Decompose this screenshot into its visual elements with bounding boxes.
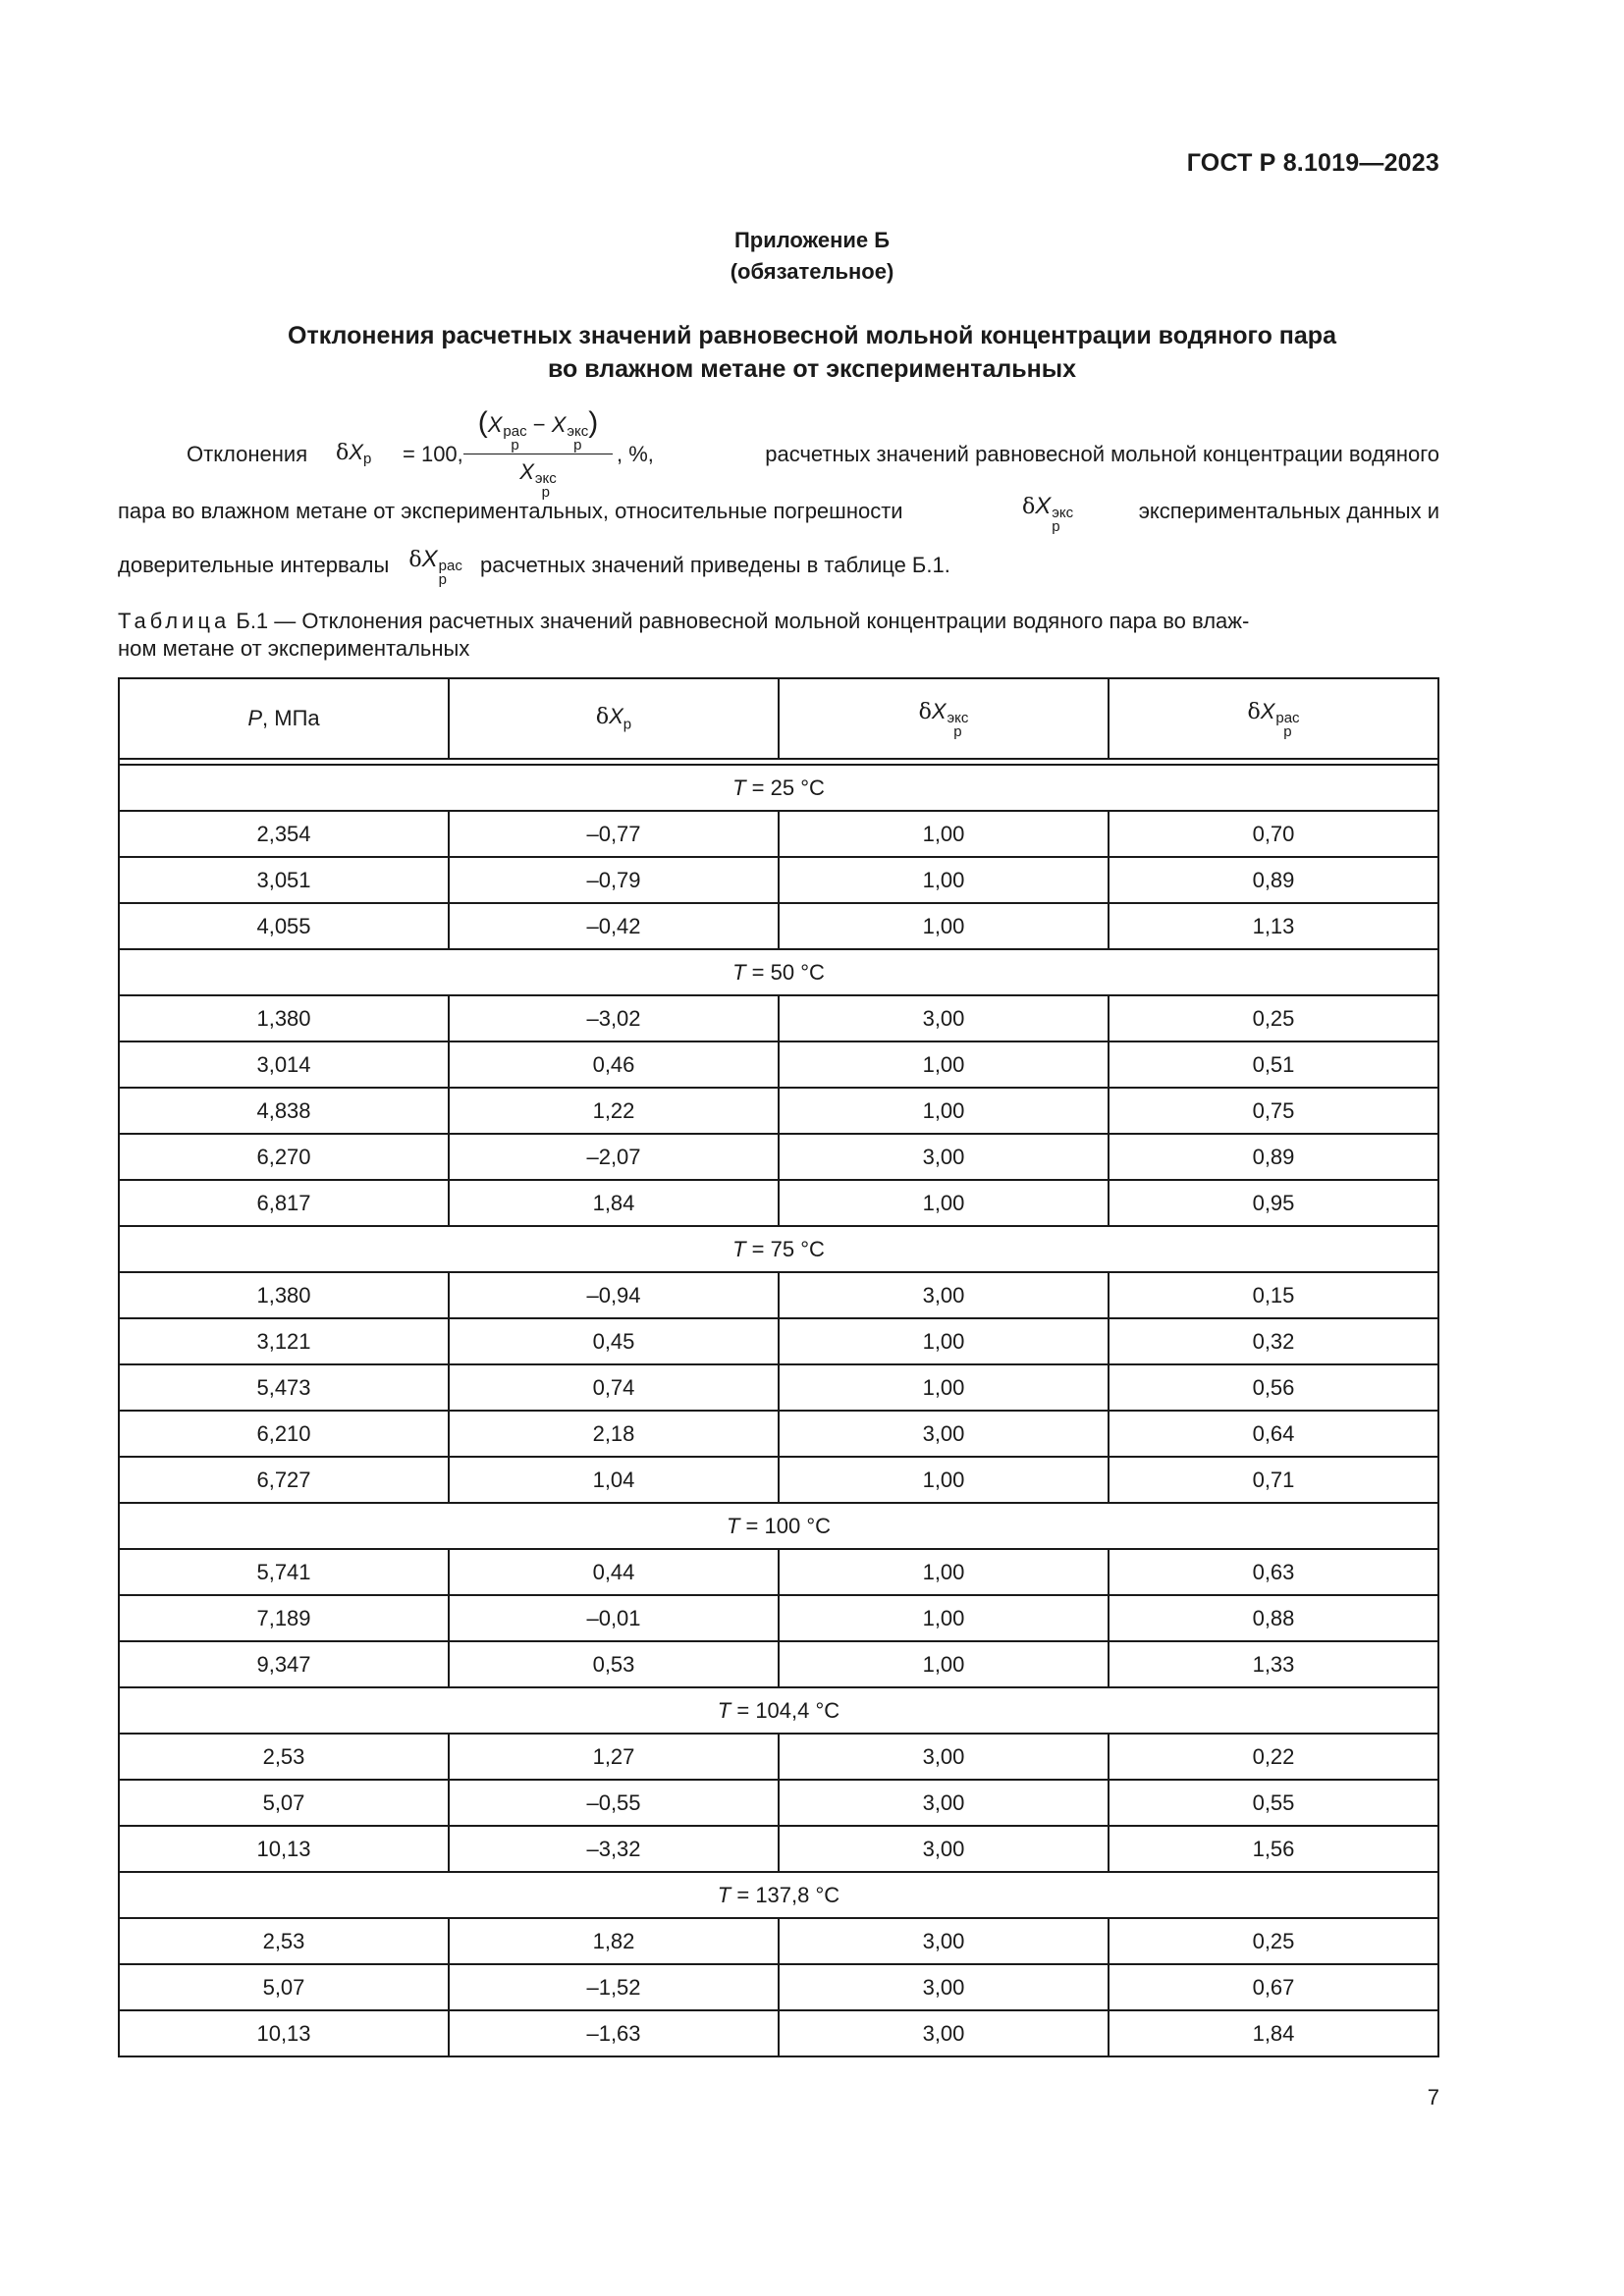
page-number: 7 xyxy=(1427,2085,1439,2109)
cell-delta-x-eks: 1,00 xyxy=(779,1549,1109,1595)
cell-delta-x: 1,84 xyxy=(449,1180,779,1226)
cell-delta-x: 0,46 xyxy=(449,1041,779,1088)
table-row xyxy=(119,1734,1438,1780)
cell-pressure: 2,354 xyxy=(119,811,449,857)
group-header-row xyxy=(119,765,1438,811)
group-temperature-label: T = 75 °C xyxy=(119,1226,1438,1272)
table-row xyxy=(119,1780,1438,1826)
table-row xyxy=(119,1272,1438,1318)
table-row xyxy=(119,1549,1438,1595)
group-header-row xyxy=(119,949,1438,995)
cell-delta-x-pac: 0,25 xyxy=(1109,995,1438,1041)
group-temperature-label: T = 100 °C xyxy=(119,1503,1438,1549)
table-row xyxy=(119,1595,1438,1641)
cell-delta-x-pac: 1,84 xyxy=(1109,2010,1438,2056)
cell-delta-x-eks: 1,00 xyxy=(779,1457,1109,1503)
formula-denominator: X экс р xyxy=(519,459,557,501)
table-row xyxy=(119,1826,1438,1872)
cell-delta-x: 0,74 xyxy=(449,1364,779,1411)
cell-pressure: 7,189 xyxy=(119,1595,449,1641)
cell-delta-x-eks: 1,00 xyxy=(779,1595,1109,1641)
cell-delta-x-eks: 1,00 xyxy=(779,1088,1109,1134)
annex-status: (обязательное) xyxy=(730,259,894,284)
cell-delta-x: 0,44 xyxy=(449,1549,779,1595)
cell-pressure: 1,380 xyxy=(119,1272,449,1318)
header-pressure: P, МПа xyxy=(119,678,449,759)
cell-delta-x-pac: 1,33 xyxy=(1109,1641,1438,1687)
cell-delta-x: 1,04 xyxy=(449,1457,779,1503)
table-row xyxy=(119,1088,1438,1134)
document-title-line-2: во влажном метане от экспериментальных xyxy=(547,355,1077,383)
cell-delta-x: –0,77 xyxy=(449,811,779,857)
paragraph-line-3: доверительные интервалы δX рас р расчетных значений приведены в таблице Б.1. xyxy=(118,546,950,588)
annex-title: Приложение Б xyxy=(733,228,891,252)
cell-pressure: 5,741 xyxy=(119,1549,449,1595)
cell-delta-x-eks: 3,00 xyxy=(779,1734,1109,1780)
cell-delta-x: –1,52 xyxy=(449,1964,779,2010)
cell-delta-x: –0,94 xyxy=(449,1272,779,1318)
table-row xyxy=(119,1457,1438,1503)
table-row xyxy=(119,1641,1438,1687)
cell-delta-x-eks: 1,00 xyxy=(779,1318,1109,1364)
formula-tail: расчетных значений равновесной мольной концентрации водяного xyxy=(765,442,1439,466)
cell-delta-x-eks: 1,00 xyxy=(779,1364,1109,1411)
cell-delta-x: –0,01 xyxy=(449,1595,779,1641)
cell-pressure: 3,121 xyxy=(119,1318,449,1364)
cell-delta-x-eks: 1,00 xyxy=(779,1180,1109,1226)
cell-delta-x: –3,02 xyxy=(449,995,779,1041)
cell-delta-x-eks: 3,00 xyxy=(779,1826,1109,1872)
document-title-line-1: Отклонения расчетных значений равновесной мольной концентрации водяного пара xyxy=(288,322,1336,349)
formula-paragraph-line-1 xyxy=(118,404,1439,503)
formula-fraction xyxy=(460,404,617,499)
cell-delta-x-pac: 0,67 xyxy=(1109,1964,1438,2010)
cell-delta-x-pac: 0,70 xyxy=(1109,811,1438,857)
header-delta-x: $\delta X_р$ xyxy=(449,678,779,759)
cell-pressure: 3,051 xyxy=(119,857,449,903)
table-header-row xyxy=(119,678,1438,759)
cell-delta-x-eks: 1,00 xyxy=(779,903,1109,949)
cell-pressure: 6,210 xyxy=(119,1411,449,1457)
cell-pressure: 6,270 xyxy=(119,1134,449,1180)
table-row xyxy=(119,2010,1438,2056)
formula-lead: Отклонения xyxy=(187,442,308,466)
table-row xyxy=(119,857,1438,903)
cell-delta-x-pac: 0,89 xyxy=(1109,1134,1438,1180)
group-temperature-label: T = 104,4 °C xyxy=(119,1687,1438,1734)
cell-delta-x-eks: 3,00 xyxy=(779,2010,1109,2056)
table-row xyxy=(119,995,1438,1041)
table-row xyxy=(119,903,1438,949)
cell-delta-x-pac: 0,25 xyxy=(1109,1918,1438,1964)
cell-delta-x-pac: 0,32 xyxy=(1109,1318,1438,1364)
table-row xyxy=(119,1318,1438,1364)
cell-delta-x: 1,82 xyxy=(449,1918,779,1964)
cell-delta-x: –1,63 xyxy=(449,2010,779,2056)
group-temperature-label: T = 50 °C xyxy=(119,949,1438,995)
cell-delta-x: 2,18 xyxy=(449,1411,779,1457)
table-row xyxy=(119,1964,1438,2010)
table-row xyxy=(119,1411,1438,1457)
group-header-row xyxy=(119,1687,1438,1734)
cell-delta-x: –0,42 xyxy=(449,903,779,949)
formula-numerator: (X рас р − X экс р ) xyxy=(477,406,599,454)
standard-number: ГОСТ Р 8.1019—2023 xyxy=(1186,149,1439,177)
table-caption-line-1: Таблица Б.1 — Отклонения расчетных значений равновесной мольной концентрации водяного пара во влаж- xyxy=(118,609,1250,633)
cell-delta-x-pac: 0,22 xyxy=(1109,1734,1438,1780)
cell-delta-x-eks: 1,00 xyxy=(779,1041,1109,1088)
formula-percent: , %, xyxy=(617,442,654,466)
cell-delta-x: 0,45 xyxy=(449,1318,779,1364)
table-row xyxy=(119,1041,1438,1088)
cell-pressure: 5,07 xyxy=(119,1964,449,2010)
group-temperature-label: T = 137,8 °C xyxy=(119,1872,1438,1918)
header-delta-x-eks: δX экс р xyxy=(779,678,1109,759)
table-row xyxy=(119,1134,1438,1180)
cell-pressure: 1,380 xyxy=(119,995,449,1041)
cell-pressure: 10,13 xyxy=(119,2010,449,2056)
cell-delta-x-eks: 3,00 xyxy=(779,995,1109,1041)
formula-prefix: = 100, xyxy=(403,442,463,466)
cell-pressure: 2,53 xyxy=(119,1918,449,1964)
cell-pressure: 5,07 xyxy=(119,1780,449,1826)
cell-pressure: 6,727 xyxy=(119,1457,449,1503)
cell-delta-x-pac: 0,64 xyxy=(1109,1411,1438,1457)
formula-delta-x: $\delta X_р$ xyxy=(336,440,372,468)
cell-delta-x-pac: 0,75 xyxy=(1109,1088,1438,1134)
table-row xyxy=(119,1180,1438,1226)
cell-pressure: 4,055 xyxy=(119,903,449,949)
cell-delta-x: 1,22 xyxy=(449,1088,779,1134)
cell-delta-x: –0,79 xyxy=(449,857,779,903)
table-row xyxy=(119,1364,1438,1411)
delta-x-eks-symbol: δX экс р xyxy=(1022,493,1074,535)
group-temperature-label: T = 25 °C xyxy=(119,765,1438,811)
cell-pressure: 2,53 xyxy=(119,1734,449,1780)
cell-delta-x: –2,07 xyxy=(449,1134,779,1180)
cell-delta-x-eks: 1,00 xyxy=(779,857,1109,903)
cell-delta-x: –0,55 xyxy=(449,1780,779,1826)
cell-delta-x-pac: 0,15 xyxy=(1109,1272,1438,1318)
cell-delta-x-pac: 0,95 xyxy=(1109,1180,1438,1226)
cell-pressure: 5,473 xyxy=(119,1364,449,1411)
cell-delta-x-pac: 0,88 xyxy=(1109,1595,1438,1641)
cell-delta-x: –3,32 xyxy=(449,1826,779,1872)
cell-delta-x-pac: 1,56 xyxy=(1109,1826,1438,1872)
cell-pressure: 3,014 xyxy=(119,1041,449,1088)
cell-delta-x-pac: 0,55 xyxy=(1109,1780,1438,1826)
cell-delta-x-eks: 1,00 xyxy=(779,1641,1109,1687)
cell-delta-x-eks: 3,00 xyxy=(779,1134,1109,1180)
cell-delta-x: 1,27 xyxy=(449,1734,779,1780)
cell-delta-x-pac: 0,71 xyxy=(1109,1457,1438,1503)
group-header-row xyxy=(119,1226,1438,1272)
header-delta-x-pac: δX рас р xyxy=(1109,678,1438,759)
cell-delta-x-eks: 3,00 xyxy=(779,1272,1109,1318)
group-header-row xyxy=(119,1503,1438,1549)
table-row xyxy=(119,1918,1438,1964)
cell-delta-x-eks: 3,00 xyxy=(779,1964,1109,2010)
table-caption-line-2: ном метане от экспериментальных xyxy=(118,636,470,661)
cell-delta-x-pac: 0,89 xyxy=(1109,857,1438,903)
cell-delta-x-eks: 3,00 xyxy=(779,1918,1109,1964)
data-table xyxy=(118,677,1439,2057)
cell-pressure: 10,13 xyxy=(119,1826,449,1872)
cell-pressure: 6,817 xyxy=(119,1180,449,1226)
delta-x-pac-symbol: δX рас р xyxy=(408,546,462,588)
cell-delta-x: 0,53 xyxy=(449,1641,779,1687)
cell-delta-x-pac: 0,56 xyxy=(1109,1364,1438,1411)
cell-delta-x-eks: 1,00 xyxy=(779,811,1109,857)
group-header-row xyxy=(119,1872,1438,1918)
cell-delta-x-pac: 0,63 xyxy=(1109,1549,1438,1595)
cell-delta-x-eks: 3,00 xyxy=(779,1411,1109,1457)
cell-delta-x-eks: 3,00 xyxy=(779,1780,1109,1826)
table-row xyxy=(119,811,1438,857)
cell-pressure: 9,347 xyxy=(119,1641,449,1687)
cell-pressure: 4,838 xyxy=(119,1088,449,1134)
cell-delta-x-pac: 1,13 xyxy=(1109,903,1438,949)
table-body xyxy=(119,765,1438,2056)
cell-delta-x-pac: 0,51 xyxy=(1109,1041,1438,1088)
